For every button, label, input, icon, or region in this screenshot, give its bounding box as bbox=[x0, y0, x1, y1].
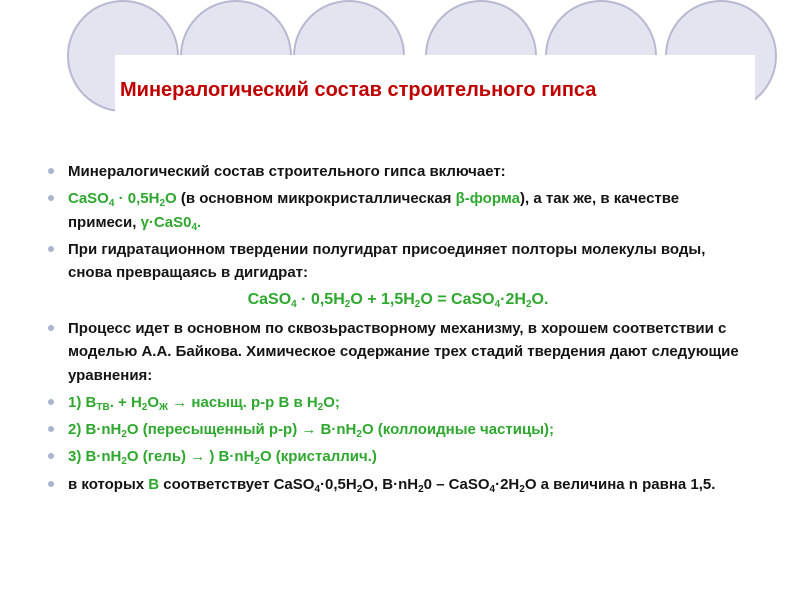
bullet-item-3 bbox=[48, 238, 748, 285]
bullet-dot bbox=[48, 399, 54, 405]
item-text: ), а так же, в качестве примеси, bbox=[68, 190, 680, 231]
slide-content bbox=[48, 160, 748, 500]
formula-gamma: $\gamma\cdot CaS0_4$. bbox=[140, 213, 202, 233]
item-text: Процесс идет в основном по сквозьрастворному механизму, в хорошем соответствии с моделью А.А. Байкова. Химическое содержание трех стадий твердения дают следующие уравнения: bbox=[68, 320, 739, 384]
stage-equation-1: 1) $В_{ТВ}$. + $Н_2О_Ж$ → насыщ. р-р В в $Н_2О$; bbox=[48, 391, 748, 414]
bullet-item-final: в которых В соответствует $CaSO_4\cdot 0,5H_2O$, $В\cdot nН_20$ – $CaSO_4\cdot 2H_2O$ а величина n равна 1,5. bbox=[48, 473, 748, 496]
stage-equation-2: 2) $В\cdot nН_2О$ (пересыщенный $р-р) \to В\cdot nН_2О$ (коллоидные частицы); bbox=[48, 418, 748, 441]
bullet-item-4 bbox=[48, 317, 748, 387]
slide-title: Минералогический состав строительного гипса bbox=[120, 79, 597, 101]
bullet-dot bbox=[48, 168, 54, 174]
beta-form: β-форма bbox=[455, 190, 521, 208]
item-text: (в основном микрокристаллическая bbox=[176, 190, 456, 208]
bullet-dot bbox=[48, 195, 54, 201]
bullet-dot bbox=[48, 246, 54, 252]
formula-hemihydrate: CaSO$_4$ · $0,5H_2O$ bbox=[68, 190, 177, 210]
b-symbol: В bbox=[148, 475, 160, 493]
stage-equation-3: 3) $В\cdot nН_2О$ (гель) → ) $В\cdot nН_2О$ (кристаллич.) bbox=[48, 445, 748, 468]
bullet-dot bbox=[48, 426, 54, 432]
bullet-dot bbox=[48, 481, 54, 487]
bullet-dot bbox=[48, 453, 54, 459]
bullet-item-1 bbox=[48, 160, 748, 183]
hydration-equation: CaSO$_4$ · $0,5H_2O + 1,5H_2O$ = $CaSO_4\cdot 2H_2O$. bbox=[247, 291, 549, 311]
bullet-item-2 bbox=[48, 187, 748, 234]
item-text: Минералогический состав строительного гипса включает: bbox=[68, 163, 506, 180]
item-text: При гидратационном твердении полугидрат присоединяет полторы молекулы воды, снова превращаясь в дигидрат: bbox=[68, 240, 706, 281]
bullet-dot bbox=[48, 325, 54, 331]
